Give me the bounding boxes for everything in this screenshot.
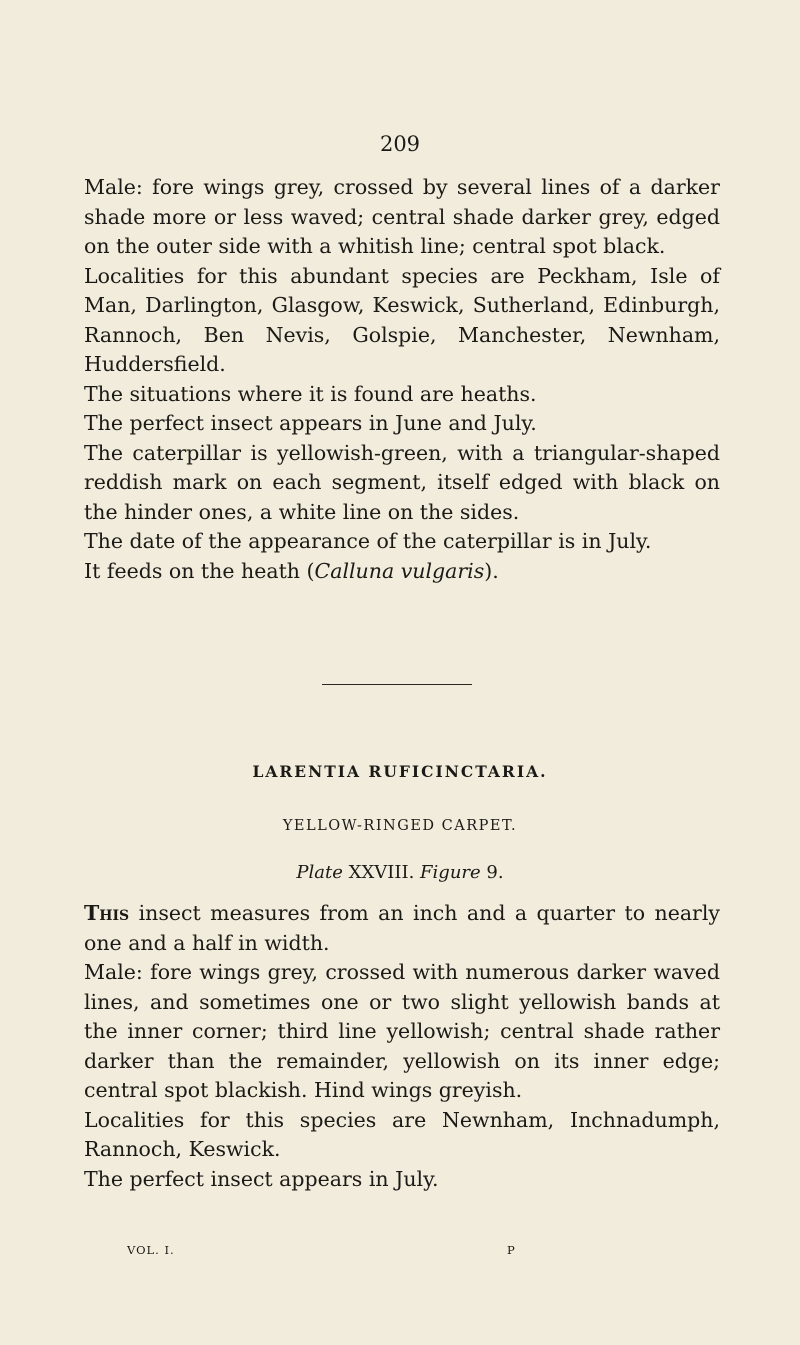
page-number: 209 [379,132,421,156]
feeds-prefix: It feeds on the heath ( [84,558,315,583]
figure-label: Figure [420,862,481,883]
paragraph: Male: fore wings grey, crossed by several lines of a darker shade more or less waved; central shade darker grey, edged on the outer side with a whitish line; central spot black. [84,175,720,258]
bottom-text-block [84,899,720,1194]
plate-label: Plate [296,862,343,883]
paragraph: The date of the appearance of the caterpillar is in July. [84,529,652,553]
top-text-block [84,173,720,586]
volume-label: VOL. I. [127,1243,175,1257]
figure-number: 9. [486,862,504,883]
paragraph: Localities for this species are Newnham, Inchnadumph, Rannoch, Keswick. [84,1107,720,1161]
intro-rest: insect measures from an inch and a quarter to nearly one and a half in width. [84,901,720,955]
page-footer [127,1243,557,1257]
species-title: LARENTIA RUFICINCTARIA. [252,762,548,781]
paragraph-intro [84,899,720,958]
paragraph: The perfect insect appears in July. [84,1166,439,1191]
paragraph: The perfect insect appears in June and July. [84,411,537,435]
paragraph-feeds [84,557,720,587]
paragraph: Male: fore wings grey, crossed with numerous darker waved lines, and sometimes one or two slight yellowish bands at the inner corner; third line yellowish; central shade rather darker than the remainder, yellowish on its inner edge; central spot blackish. Hind wings greyish. [84,960,720,1102]
feeds-suffix: ). [484,558,499,583]
plate-number: XXVIII. [348,862,415,883]
paragraph: The situations where it is found are heaths. [84,381,537,406]
paragraph: Localities for this abundant species are Peckham, Isle of Man, Darlington, Glasgow, Keswick, Sutherland, Edinburgh, Rannoch, Ben Nevis, Golspie, Manchester, Newnham, Huddersfield. [84,263,720,376]
signature-mark: P [507,1243,516,1257]
first-word: This [84,901,130,925]
common-name: YELLOW-RINGED CARPET. [282,818,518,834]
section-divider [322,684,472,685]
latin-name: Calluna vulgaris [314,558,485,583]
plate-reference [0,862,800,883]
paragraph: The caterpillar is yellowish-green, with a triangular-shaped reddish mark on each segment, itself edged with black on the hinder ones, a white line on the sides. [84,440,720,524]
